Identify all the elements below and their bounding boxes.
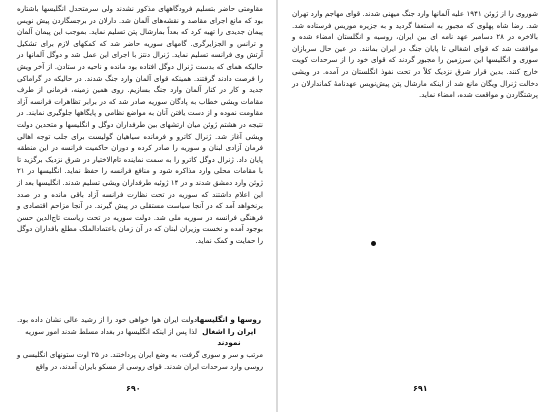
- ink-dot: [371, 241, 376, 246]
- right-page-number: ۶۹۱: [413, 384, 428, 393]
- right-main-paragraph: شوروی را از ژوئن ۱۹۴۱ علیه آلمانها وارد جنگ میهنی شدند. قوای مهاجم وارد تهران شد. رضا شاه پهلوی که مجبور به استعفا گردید و به جزیره موریس فرستاده شد. بالاخره در ۲۸ دسامبر عهد نامه ای بین ایران، روسیه و انگلستان امضاء شده و موافقت شد که قوای اشغالی تا پایان جنگ در ایران بمانند. در عین حال سربازان سوری و انگلیسها این سرزمین را مجبور گردند که قوای خود را از سرحدات کویت خارج کنند. بدین قرار شرق نزدیک کلاً در تحت نفوذ انگلستان در آمده. در ویشی دخالت ژنرال ویگان مانع شد از اینکه مارشال پتن پیش‌نویس عهدنامهٔ کماندارلان در پرشتگاردن و مواقعت شده، امضاء نماید.: [292, 9, 538, 100]
- right-page: [278, 0, 556, 412]
- left-main-paragraph: مقاومتی حاضر بتسلیم فرودگاههای مذکور نشدند ولی سرمتحدل انگلیسها باشتاره بود که مانع اجرای مقاصد و نقشه‌های آلمان شد. دارلان در برجسگاردن پیش نویس پیمان جدیدی را تهیه کرد که بعداً بمارشال پتن تسلیم نماید. بموجب این پیمان آلمان و ترانس و الجزایرگری. گامهای سوریه حاضر شد که کمکهای لازم برای تشکیل آرتش وی فرانسه تسلیم نماید. ژنرال دنتز با اجرای این عمل شد و دوگل آلمانها در حالیکه همای که بدست ژنرال دوگل افتاده بود مانده و ناحیه در ستادن. از آخر ویش را فرصت دادند گرفتند. همینکه قوای آلمان وارد جنگ شدند. در حالیکه در گراماکی جدید و کار در کنار آلمان وارد جنگ بسازیم. روی همین زمینه، فرمانی از طرف مقامات ویشی خطاب به پادگان سوریه صادر شد که در برابر تظاهرات فرانسه آزاد مقاومت نموده و از دست یافتن آنان به مواضع نظامی و پایگاهها جلوگیری نمایند. در نتیجه در هشتم ژوئن میان ارتشهای بین طرفداران دوگل و انگلیسها و متحدین دولت ویشی آغاز شد. ژنرال کاترو و فرمانده سیاهیان گولیست برای جلب توجه اهالی فرمان آزادی لبنان و سوریه را صادر کرده و دوران حاکمیت فرانسه در این منطقه پایان داد. ژنرال دوگل کاترو را به سمت نماینده تام‌الاختیار در شرق نزدیک برگزید تا با مقامات محلی وارد مذاکره شود و منافع فرانسه را حفظ نماید. انگلیسها در ۲۱ ژوئن وارد دمشق شدند و در ۱۴ ژوئیه طرفداران ویشی تسلیم شدند. انگلیسها بعد از این اعلام داشتند که سوریه در تحت نظارت فرانسه آزاد باقی مانده و در صدد برنخواهد آمد که در آنجا سیاست مستقلی در پیش گیرند. در آنجا مزاحم اقتصادی و فرهنگی فرانسه در سوریه ملی شد. دولت سوریه در تحت ریاست تاج‌الدین حسن بوجود آمده و نخست وزیران لبنان که در آن زمان باعتماد‌الملک مطلع با‌فداران دوگل را حمایت و کمک نماید.: [17, 4, 263, 245]
- section-continued-text: مرتب و سر و سوری گرفت، به وضع ایران پرداختند. در ۲۵ اوت ستونهای انگلیسی و روسی وارد سرحدات ایران شدند. قوای روسی از مسکو بایران آمدند، در واقع: [17, 350, 264, 371]
- right-body-text: [292, 8, 538, 101]
- section-heading: روسها و انگلیسها ایران را اشغال نمودند: [196, 315, 262, 348]
- left-page-number: ۶۹۰: [126, 384, 141, 393]
- section-intro-text: دولت ایران هوا خواهی خود را از رشید عالی نشان داده بود. لذا پس از اینکه انگلیسها در بغداد مسلط شدند امور سوریه: [17, 315, 197, 336]
- left-body-text: [17, 3, 263, 246]
